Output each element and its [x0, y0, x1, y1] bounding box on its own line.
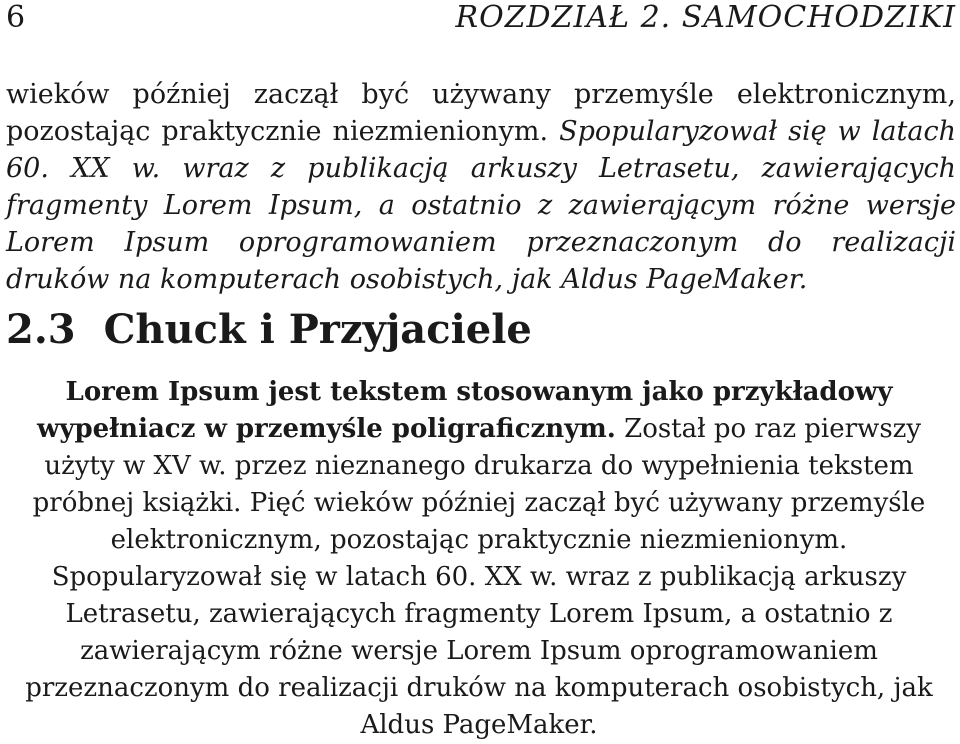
section-heading — [6, 306, 532, 354]
body-text-bold: Lorem Ipsum jest tekstem stosowanym jako przykładowy wypełniacz w przemyśle poligraficznym. — [36, 377, 893, 444]
body-text-regular: Został po raz pierwszy użyty w XV w. przez nieznanego drukarza do wypełnienia tekstem próbnej książki. Pięć wieków później zaczął być używany przemyśle elektronicznym, pozostając praktycznie niezmienionym. Spopularyzował się w latach 60. XX w. wraz z publikacją arkuszy Letrasetu, zawierających fragmenty Lorem Ipsum, a ostatnio z zawierającym różne wersje Lorem Ipsum oprogramowaniem przeznaczonym do realizacji druków na komputerach osobistych, jak Aldus PageMaker. — [25, 414, 933, 740]
body-paragraph — [6, 374, 952, 744]
running-header — [6, 0, 956, 36]
intro-paragraph — [6, 76, 956, 298]
page-number: 6 — [6, 0, 26, 35]
intro-text-plain: wieków później zaczął być używany przemyśle elektronicznym, pozostając praktycznie niezmienionym. — [6, 79, 956, 147]
section-number: 2.3 — [6, 306, 76, 353]
intro-text-italic: Spopularyzował się w latach 60. XX w. wraz z publikacją arkuszy Letrasetu, zawierających fragmenty Lorem Ipsum, a ostatnio z zawierającym różne wersje Lorem Ipsum oprogramowaniem przeznaczonym do realizacji druków na komputerach osobistych, jak Aldus PageMaker. — [6, 116, 956, 295]
chapter-title: ROZDZIAŁ 2. SAMOCHODZIKI — [455, 0, 956, 35]
section-title: Chuck i Przyjaciele — [103, 306, 532, 353]
